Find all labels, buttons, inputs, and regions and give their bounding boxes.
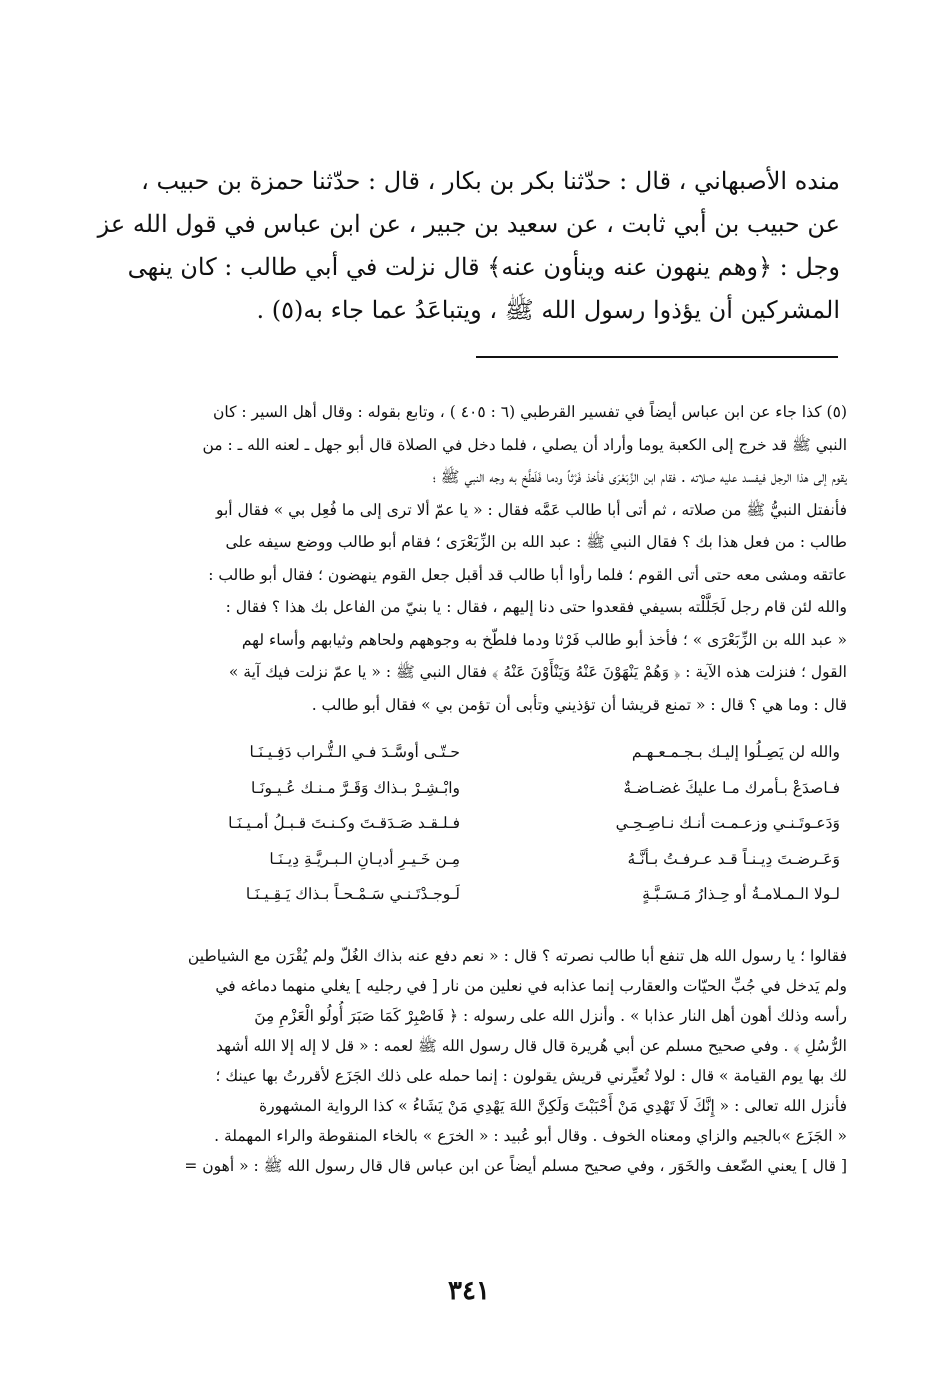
footnote-line: النبي ﷺ قد خرج إلى الكعبة يوما وأراد أن يصلي ، فلما دخل في الصلاة قال أبو جهل ـ لعنه الله ـ : من (202, 435, 847, 454)
footnote-line: عاتقه ومشى معه حتى أتى القوم ؛ فلما رأوا أبا طالب قد أقبل جعل القوم ينهضون ؛ فقال أبو طالب : (208, 565, 847, 584)
poem-verse (100, 877, 840, 913)
footnote-divider (476, 356, 838, 358)
page-number: ٣٤١ (448, 1276, 490, 1306)
footnote-line: فأنزل الله تعالى : « إِنَّكَ لَا تَهْدِي مَنْ أَحْبَبْتَ وَلَكِنَّ اللهَ يَهْدِي مَنْ يَشَاءُ » كذا الرواية المشهورة (259, 1097, 847, 1115)
poem-first-hemistich: فـاصدَعْ بـأمرك مـا عليكَ غضـاضـةٌ (623, 778, 840, 797)
poem-first-hemistich: والله لن يَصِـلُوا إليـك بـجـمـعـهـم (631, 743, 840, 761)
footnote-line: « الجَزَع »بالجيم والزاي ومعناه الخوف . وقال أبو عُبيد : « الخرَع » بالخاء المنقوطة والراء المهملة . (214, 1127, 847, 1145)
poem-verse (100, 771, 840, 807)
poem-first-hemistich: وَعَـرضـتَ دِيـنـاً قـد عـرفـتُ بـأنَّـهُ (627, 849, 840, 868)
footnote-line: طالب : من فعل هذا بك ؟ فقال النبي ﷺ : عبد الله بن الزِّبَعْرَى ؛ فقام أبو طالب ووضع سيفه على (225, 533, 847, 551)
footnote-line: يقوم إلى هذا الرجل فيفسد عليه صلاته . فقام ابن الزِّبَعْرَى فأخذ فَرْثاً ودما فَلَطَّخ به وجه النبي ﷺ ؛ (432, 468, 847, 486)
poem-second-hemistich: لَـوجـدْتَـنـي سَـمْـحـاً بـذاك يَـقِـيـنَـا (245, 885, 460, 903)
main-text-line: عن حبيب بن أبي ثابت ، عن سعيد بن جبير ، عن ابن عباس في قول الله عز (97, 210, 840, 238)
poem-verse (100, 842, 840, 878)
footnote-line: « عبد الله بن الزِّبَعْرَى » ؛ فأخذ أبو طالب فَرْثا ودما فلطّخ به وجوههم ولحاهم وثيابهم وأساء لهم (241, 630, 847, 649)
footnote-line: قال : وما هي ؟ قال : « تمنع قريشا أن تؤذيني وتأبى أن تؤمن بي » فقال أبو طالب . (311, 695, 847, 714)
poem-second-hemistich: حـتّـى أوسَّـدَ فـي الـتُّـراب دَفِـيـنَـا (249, 743, 460, 761)
main-text (97, 160, 840, 332)
poem-second-hemistich: مِـن خَـيـرِ أديـانِ الـبـريَّـةِ دِيـنَـا (269, 849, 460, 868)
poem-first-hemistich: وَدَعـوتَـنـي وزعـمـت أنـك نـاصِـحِـي (615, 814, 840, 832)
footnote-line: رأسه وذلك أهون أهل النار عذابا » . وأنزل الله على رسوله : ﴿ فَاصْبِرْ كَمَا صَبَرَ أُولُو الْعَزْمِ مِنَ (254, 1007, 847, 1025)
footnote (92, 396, 847, 721)
poem-second-hemistich: فـلـقـد صَـدَقـتَ وكـنـتَ قـبـلُ أمـيـنَـا (228, 814, 460, 832)
footnote-continued (92, 941, 847, 1181)
poem-verse (100, 806, 840, 842)
main-text-line: المشركين أن يؤذوا رسول الله ﷺ ، ويتباعَدُ عما جاء به(٥) . (256, 296, 840, 324)
footnote-line: لك بها يوم القيامة » قال : لولا تُعيِّرني قريش يقولون : إنما حمله على ذلك الجَزَع لأقررتُ بها عينك ؛ (215, 1067, 847, 1085)
footnote-line: الرُّسُلِ ﴾ . وفي صحيح مسلم عن أبي هُريرة قال قال رسول الله ﷺ لعمه : « قل لا إله إلا الله أشهد (216, 1037, 847, 1055)
footnote-line: القول ؛ فنزلت هذه الآية : ﴿ وَهُمْ يَنْهَوْنَ عَنْهُ وَيَنْأَوْنَ عَنْهُ ﴾ فقال النبي ﷺ : « يا عمّ نزلت فيك آية » (228, 663, 847, 681)
footnote-line: والله لئن قام رجل لَجَلَّلْته بسيفي فقعدوا حتى دنا إليهم ، فقال : يا بنيّ من الفاعل بك هذا ؟ فقال : (225, 598, 847, 616)
poem (100, 735, 840, 913)
footnote-line: [ قال ] يعني الضّعف والخَوَر ، وفي صحيح مسلم أيضاً عن ابن عباس قال قال رسول الله ﷺ : « أهون = (184, 1157, 847, 1175)
footnote-line: ولم يَدخل في جُبِّ الحيّات والعقارب إنما عذابه في نعلين من نار [ في رجليه ] يغلي منهما دماغه في (215, 977, 847, 995)
poem-second-hemistich: وابْـشِـرْ بـذاك وَقَـرَّ مـنـك عُـيـونَـا (250, 778, 460, 797)
main-text-line: وجل : ﴿وهم ينهون عنه وينأون عنه﴾ قال نزلت في أبي طالب : كان ينهى (127, 253, 840, 281)
footnote-line: (٥) كذا جاء عن ابن عباس أيضاً في تفسير القرطبي (٦ : ٤٠٥ ) ، وتابع بقوله : وقال أهل السير : كان (213, 403, 847, 421)
poem-verse (100, 735, 840, 771)
main-text-line: منده الأصبهاني ، قال : حدّثنا بكر بن بكار ، قال : حدّثنا حمزة بن حبيب ، (141, 167, 840, 195)
poem-first-hemistich: لـولا الـمـلامـةُ أو حِـذارُ مَـسَـبَّـةٍ (642, 885, 840, 903)
footnote-line: فأنفتل النبيُّ ﷺ من صلاته ، ثم أتى أبا طالب عَمَّه فقال : « يا عمّ ألا ترى إلى ما فُعِل بي » فقال أبو (215, 500, 847, 519)
footnote-line: فقالوا ؛ يا رسول الله هل تنفع أبا طالب نصرته ؟ قال : « نعم دفع عنه بذاك الغُلّ ولم يُقْرَن مع الشياطين (187, 947, 847, 965)
